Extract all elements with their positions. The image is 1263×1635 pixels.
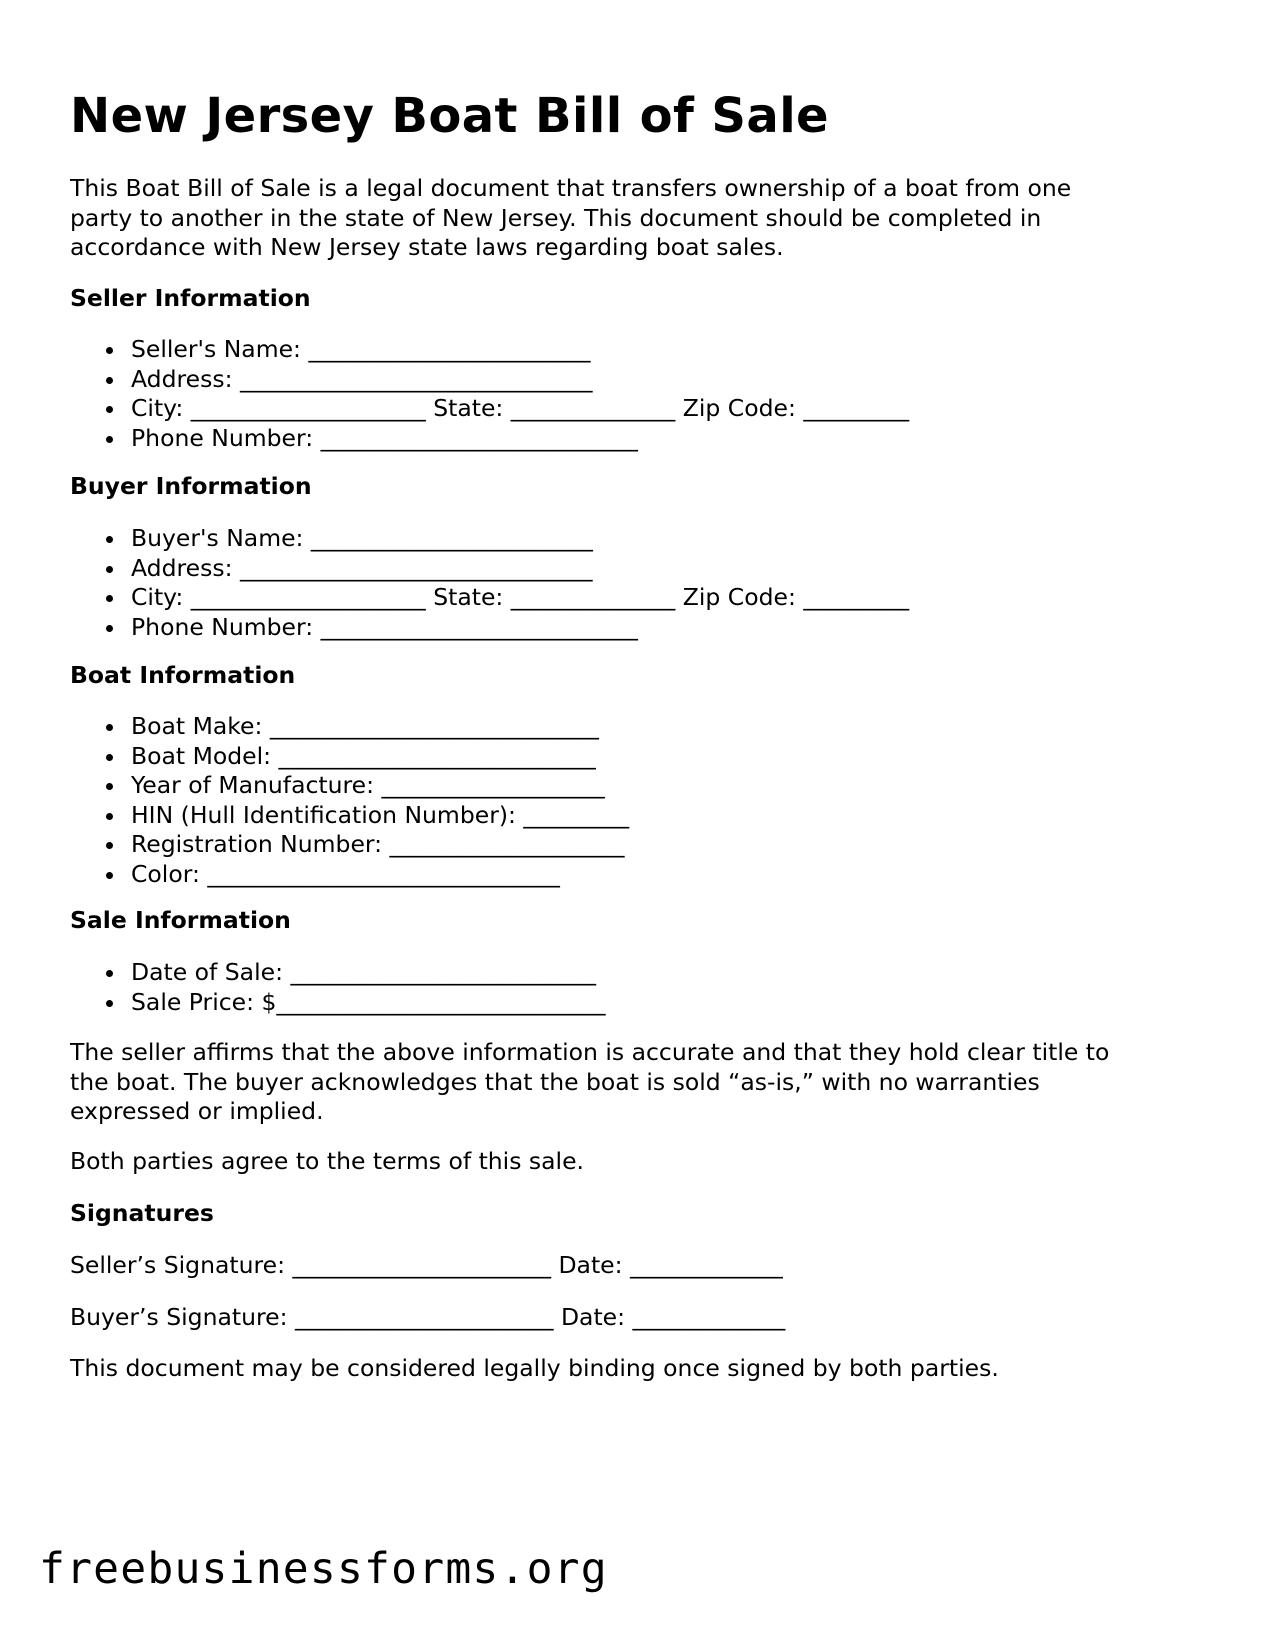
buyer-heading: Buyer Information bbox=[70, 472, 312, 500]
boat-fields bbox=[70, 712, 629, 889]
intro-line: party to another in the state of New Jersey. This document should be completed in bbox=[70, 203, 1042, 232]
signatures-heading: Signatures bbox=[70, 1199, 214, 1227]
intro-line: accordance with New Jersey state laws regarding boat sales. bbox=[70, 233, 784, 261]
boat-make-field[interactable]: Boat Make: ____________________________ bbox=[70, 712, 629, 742]
intro-paragraph bbox=[70, 174, 1071, 263]
affirmation-line: The seller affirms that the above information is accurate and that they hold clear title to bbox=[70, 1038, 1110, 1066]
agreement-text: Both parties agree to the terms of this sale. bbox=[70, 1147, 585, 1175]
boat-heading: Boat Information bbox=[70, 661, 296, 689]
affirmation-line: the boat. The buyer acknowledges that the boat is sold “as-is,” with no warranties bbox=[70, 1067, 1040, 1096]
buyer-name-field[interactable]: Buyer's Name: ________________________ bbox=[70, 524, 909, 554]
seller-address-field[interactable]: Address: ______________________________ bbox=[70, 365, 909, 395]
closing-text: This document may be considered legally binding once signed by both parties. bbox=[70, 1354, 999, 1382]
sale-date-field[interactable]: Date of Sale: __________________________ bbox=[70, 958, 605, 988]
buyer-fields bbox=[70, 524, 909, 642]
affirmation-line: expressed or implied. bbox=[70, 1097, 324, 1125]
buyer-signature-line[interactable]: Buyer’s Signature: ______________________ Date: _____________ bbox=[70, 1303, 786, 1331]
boat-year-field[interactable]: Year of Manufacture: ___________________ bbox=[70, 771, 629, 801]
boat-color-field[interactable]: Color: ______________________________ bbox=[70, 860, 629, 890]
sale-price-field[interactable]: Sale Price: $____________________________ bbox=[70, 988, 605, 1018]
boat-model-field[interactable]: Boat Model: ___________________________ bbox=[70, 742, 629, 772]
seller-name-field[interactable]: Seller's Name: ________________________ bbox=[70, 335, 909, 365]
document-title: New Jersey Boat Bill of Sale bbox=[70, 88, 829, 144]
buyer-address-field[interactable]: Address: ______________________________ bbox=[70, 554, 909, 584]
buyer-city-state-zip-field[interactable]: City: ____________________ State: ______________ Zip Code: _________ bbox=[70, 583, 909, 613]
sale-heading: Sale Information bbox=[70, 906, 291, 934]
seller-city-state-zip-field[interactable]: City: ____________________ State: ______________ Zip Code: _________ bbox=[70, 394, 909, 424]
seller-heading: Seller Information bbox=[70, 284, 311, 312]
seller-fields bbox=[70, 335, 909, 453]
boat-hin-field[interactable]: HIN (Hull Identification Number): _________ bbox=[70, 801, 629, 831]
seller-signature-line[interactable]: Seller’s Signature: ______________________ Date: _____________ bbox=[70, 1251, 783, 1279]
sale-fields bbox=[70, 958, 605, 1017]
boat-registration-field[interactable]: Registration Number: ____________________ bbox=[70, 830, 629, 860]
buyer-phone-field[interactable]: Phone Number: ___________________________ bbox=[70, 613, 909, 643]
footer-logo: freebusinessforms.org bbox=[39, 1544, 608, 1594]
intro-line: This Boat Bill of Sale is a legal document that transfers ownership of a boat from one bbox=[70, 174, 1072, 202]
seller-phone-field[interactable]: Phone Number: ___________________________ bbox=[70, 424, 909, 454]
affirmation-paragraph bbox=[70, 1038, 1109, 1127]
